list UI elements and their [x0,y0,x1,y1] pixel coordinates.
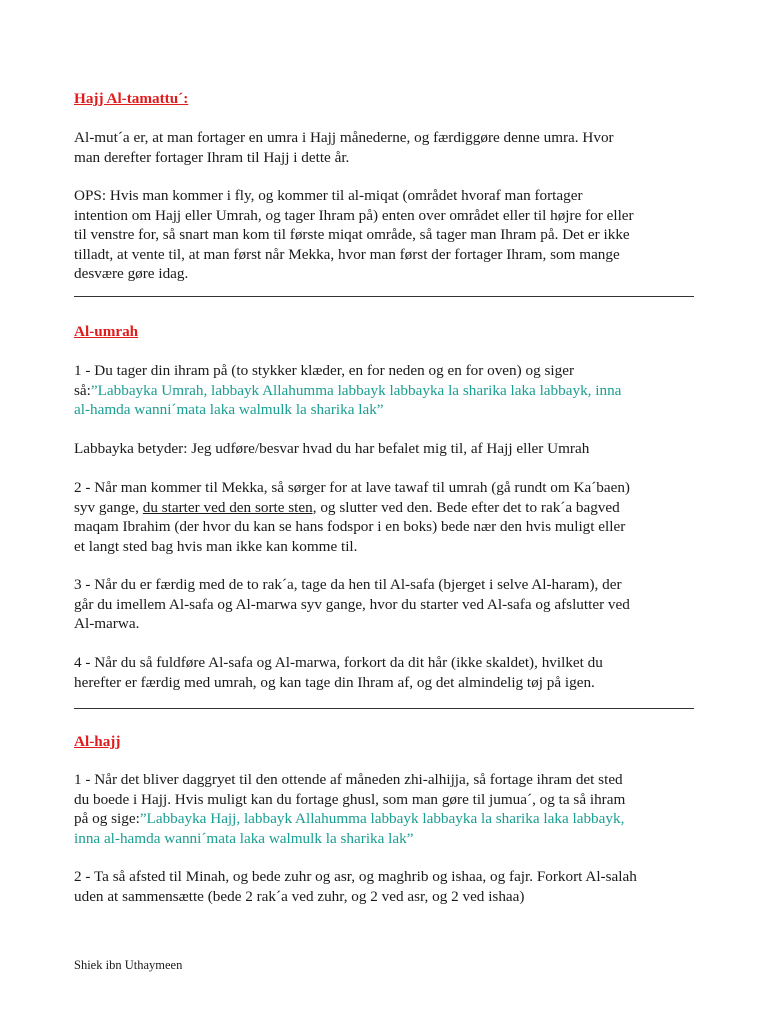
umrah-step-4 [74,653,699,692]
heading-hajj-tamattu: Hajj Al-tamattu´: [74,90,189,107]
labbayka-definition: Labbayka betyder: Jeg udføre/besvar hvad du har befalet mig til, af Hajj eller Umrah [74,440,590,457]
talbiyah-quote: ”Labbayka Umrah, labbayk Allahumma labbayk labbayka la sharika laka labbayk, inna [90,381,622,399]
text-line: et langt sted bag hvis man ikke kan komme til. [74,537,358,555]
paragraph-al-muta [74,128,699,167]
text-line: 1 - Når det bliver daggryet til den ottende af måneden zhi-alhijja, så fortage ihram det sted [74,771,623,788]
text-line: uden at sammensætte (bede 2 rak´a ved zuhr, og 2 ved asr, og 2 ved ishaa) [74,887,525,905]
text-line: 1 - Du tager din ihram på (to stykker klæder, en for neden og en for oven) og siger [74,362,575,379]
underlined-text: du starter ved den sorte sten, [142,498,317,516]
hajj-step-1 [74,770,699,848]
text-line: til venstre for, så snart man kom til første miqat område, så tager man Ihram på. Det er ikke [74,226,630,243]
text-line: tilladt, at vente til, at man først når Mekka, hvor man først der fortager Ihram, som mange [74,245,620,263]
text-line: 2 - Når man kommer til Mekka, så sørger for at lave tawaf til umrah (gå rundt om Ka´baen) [74,479,630,496]
text-line: 4 - Når du så fuldføre Al-safa og Al-marwa, forkort da dit hår (ikke skaldet), hvilket du [74,654,603,671]
umrah-step-1 [74,361,699,420]
divider-1 [74,296,694,297]
text-line: du boede i Hajj. Hvis muligt kan du fortage ghusl, som man gøre til jumua´, og ta så ihram [74,790,626,808]
hajj-step-2 [74,867,699,906]
text-line: intention om Hajj eller Umrah, og tager Ihram på) enten over området eller til højre for eller [74,206,634,224]
paragraph-ops [74,186,699,284]
heading-al-umrah: Al-umrah [74,323,139,340]
text-span: syv gange, [74,498,143,516]
text-line: 2 - Ta så afsted til Minah, og bede zuhr og asr, og maghrib og ishaa, og fajr. Forkort Al-salah [74,868,637,885]
text-line [74,381,699,401]
text-span: på og sige: [74,810,140,827]
heading-al-hajj: Al-hajj [74,733,121,750]
umrah-step-2 [74,478,699,556]
text-line: Al-marwa. [74,615,140,632]
talbiyah-quote: ”Labbayka Hajj, labbayk Allahumma labbayk labbayka la sharika laka labbayk, [139,810,625,827]
text-line: desvære gøre idag. [74,265,189,282]
talbiyah-quote-cont: al-hamda wanni´mata laka walmulk la sharika lak” [74,401,384,418]
text-span: og slutter ved den. Bede efter det to rak´a bagved [316,498,620,516]
text-line: herefter er færdig med umrah, og kan tage din Ihram af, og det almindelig tøj på igen. [74,673,595,691]
text-line: man derefter fortager Ihram til Hajj i dette år. [74,148,350,166]
text-line: maqam Ibrahim (der hvor du kan se hans fodspor i en boks) bede nær den hvis muligt eller [74,518,626,535]
text-span: så: [74,381,91,399]
divider-2 [74,708,694,709]
text-line: går du imellem Al-safa og Al-marwa syv gange, hvor du starter ved Al-safa og afslutter ved [74,595,630,613]
text-line: OPS: Hvis man kommer i fly, og kommer til al-miqat (området hvoraf man fortager [74,187,583,204]
text-line: Al-mut´a er, at man fortager en umra i Hajj månederne, og færdiggøre denne umra. Hvor [74,129,614,146]
talbiyah-quote-cont: inna al-hamda wanni´mata laka walmulk la sharika lak” [74,829,414,847]
text-line [74,498,699,518]
footer-author: Shiek ibn Uthaymeen [74,958,183,972]
text-line: 3 - Når du er færdig med de to rak´a, tage da hen til Al-safa (bjerget i selve Al-haram), der [74,576,622,593]
umrah-step-3 [74,575,699,634]
text-line [74,809,699,829]
